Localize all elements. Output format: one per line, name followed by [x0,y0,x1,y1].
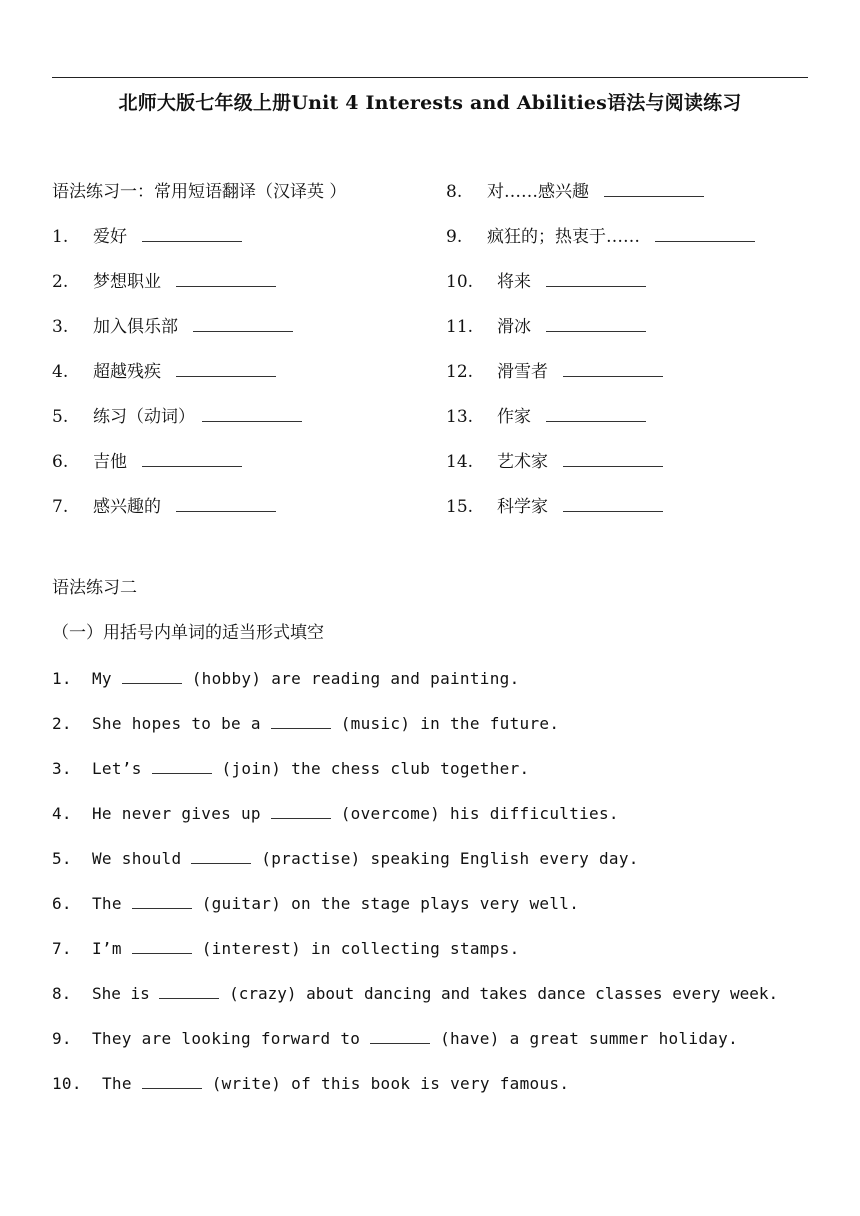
item-number: 1. [52,227,69,247]
item-after: (overcome) his difficulties. [340,804,619,823]
answer-blank[interactable] [142,452,242,467]
item-number: 10. [52,1074,82,1093]
item-after: (join) the chess club together. [221,759,530,778]
answer-blank[interactable] [546,272,646,287]
header-rule [52,77,808,78]
item-after: (hobby) are reading and painting. [191,669,520,688]
fill-item [52,668,520,690]
item-number: 4. [52,362,69,382]
answer-blank[interactable] [132,894,192,909]
phrase-item [52,271,276,293]
item-text: 艺术家 [497,452,548,472]
phrase-item [52,496,276,518]
answer-blank[interactable] [370,1029,430,1044]
item-before: She is [92,984,150,1003]
item-after: (guitar) on the stage plays very well. [201,894,580,913]
item-number: 9. [446,227,463,247]
item-number: 3. [52,317,69,337]
item-number: 10. [446,272,474,292]
item-text: 科学家 [497,497,548,517]
fill-item [52,713,559,735]
answer-blank[interactable] [142,1074,202,1089]
item-number: 6. [52,452,69,472]
item-number: 4. [52,804,72,823]
answer-blank[interactable] [655,227,755,242]
answer-blank[interactable] [546,407,646,422]
item-text: 滑雪者 [497,362,548,382]
phrase-item [52,361,276,383]
phrase-item [52,406,302,428]
item-text: 梦想职业 [93,272,161,292]
item-before: They are looking forward to [92,1029,361,1048]
item-before: My [92,669,112,688]
answer-blank[interactable] [176,362,276,377]
item-number: 11. [446,317,474,337]
item-number: 13. [446,407,474,427]
answer-blank[interactable] [159,984,219,999]
item-text: 练习（动词） [93,407,195,427]
phrase-item [446,451,663,473]
phrase-item [52,316,293,338]
phrase-item [446,361,663,383]
item-number: 3. [52,759,72,778]
answer-blank[interactable] [202,407,302,422]
answer-blank[interactable] [122,669,182,684]
item-number: 5. [52,849,72,868]
item-text: 将来 [497,272,531,292]
phrase-item [446,226,755,248]
item-text: 感兴趣的 [93,497,161,517]
answer-blank[interactable] [563,497,663,512]
answer-blank[interactable] [546,317,646,332]
section2-subheading: （一）用括号内单词的适当形式填空 [52,623,324,643]
item-number: 15. [446,497,474,517]
phrase-item [446,181,704,203]
item-before: He never gives up [92,804,261,823]
fill-item [52,938,520,960]
item-before: The [92,894,122,913]
answer-blank[interactable] [152,759,212,774]
answer-blank[interactable] [176,497,276,512]
answer-blank[interactable] [563,452,663,467]
answer-blank[interactable] [176,272,276,287]
item-before: Let’s [92,759,142,778]
answer-blank[interactable] [271,804,331,819]
item-number: 7. [52,939,72,958]
phrase-item [446,496,663,518]
answer-blank[interactable] [271,714,331,729]
phrase-item [52,451,242,473]
fill-item [52,803,619,825]
item-number: 6. [52,894,72,913]
item-after: (practise) speaking English every day. [261,849,639,868]
item-after: (music) in the future. [340,714,560,733]
item-text: 超越残疾 [93,362,161,382]
phrase-item [446,271,646,293]
item-number: 5. [52,407,69,427]
answer-blank[interactable] [193,317,293,332]
fill-item [52,848,639,870]
phrase-item [446,406,646,428]
item-text: 对……感兴趣 [487,182,589,202]
item-before: She hopes to be a [92,714,261,733]
item-number: 12. [446,362,474,382]
item-number: 8. [446,182,463,202]
fill-item [52,983,778,1005]
section1-heading: 语法练习一：常用短语翻译（汉译英 ） [52,182,347,202]
item-number: 1. [52,669,72,688]
fill-item [52,893,579,915]
section2-heading: 语法练习二 [52,578,137,598]
phrase-item [446,316,646,338]
item-after: (have) a great summer holiday. [440,1029,739,1048]
answer-blank[interactable] [563,362,663,377]
fill-item [52,758,529,780]
item-after: (write) of this book is very famous. [211,1074,570,1093]
item-text: 疯狂的；热衷于…… [487,227,640,247]
answer-blank[interactable] [132,939,192,954]
item-text: 滑冰 [497,317,531,337]
item-number: 7. [52,497,69,517]
item-text: 作家 [497,407,531,427]
answer-blank[interactable] [191,849,251,864]
item-after: (interest) in collecting stamps. [201,939,520,958]
fill-item [52,1073,569,1095]
item-number: 8. [52,984,72,1003]
fill-item [52,1028,738,1050]
item-number: 14. [446,452,474,472]
item-text: 加入俱乐部 [93,317,178,337]
page-title: 北师大版七年级上册Unit 4 Interests and Abilities语法与阅读练习 [118,92,742,114]
answer-blank[interactable] [142,227,242,242]
item-number: 2. [52,714,72,733]
item-after: (crazy) about dancing and takes dance classes every week. [229,984,779,1003]
item-before: I’m [92,939,122,958]
answer-blank[interactable] [604,182,704,197]
item-text: 吉他 [93,452,127,472]
item-before: The [102,1074,132,1093]
item-number: 9. [52,1029,72,1048]
phrase-item [52,226,242,248]
item-before: We should [92,849,182,868]
item-number: 2. [52,272,69,292]
item-text: 爱好 [93,227,127,247]
